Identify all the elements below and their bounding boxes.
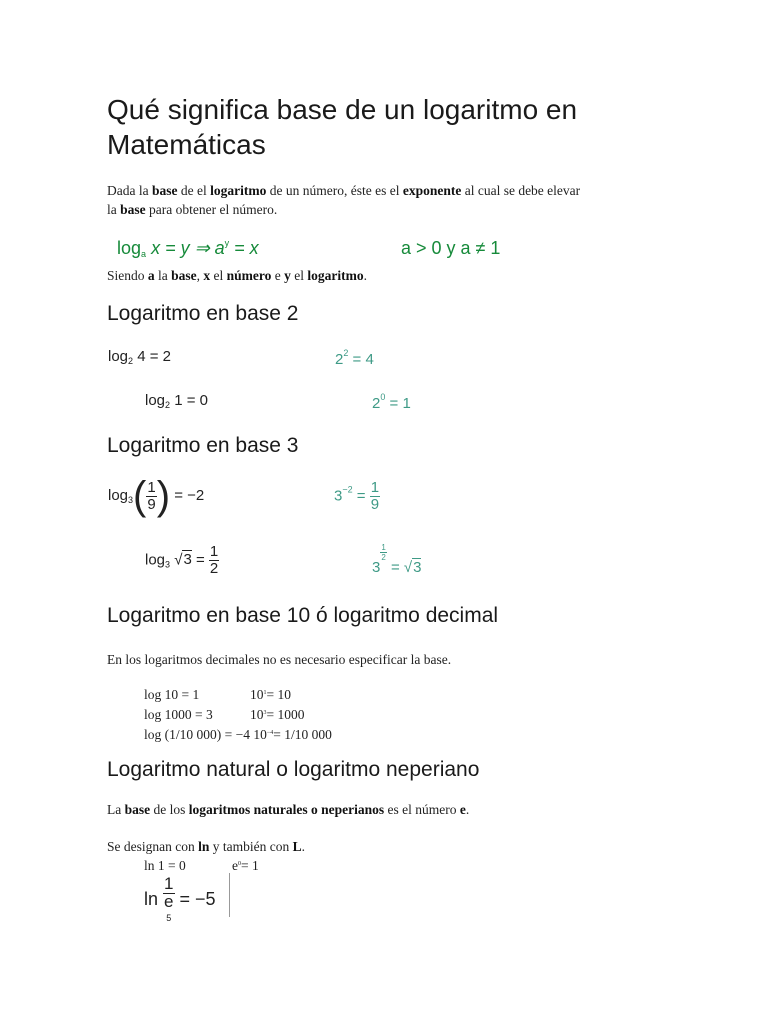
section-heading-base10: Logaritmo en base 10 ó logaritmo decimal — [107, 604, 499, 627]
base3-example-1: $\log_3$( $\frac{1}{9}$ ) = −2 — [108, 474, 205, 518]
cursor-line — [229, 873, 230, 917]
natural-paragraph: La base de los logaritmos naturales o neperianos es el número e. — [107, 802, 470, 817]
intro-paragraph: Dada la base de el logaritmo de un número, éste es el exponente al cual se debe elevar la base para obtener el número. — [107, 183, 581, 217]
natural-example: ln 1 = 0 $e^0= 1$ — [144, 858, 259, 873]
base2-example-2: $\log_2 1 = 0$ — [145, 392, 208, 410]
section-heading-natural: Logaritmo natural o logaritmo neperiano — [107, 758, 480, 781]
page-title: Qué significa base de un logaritmo en Matemáticas — [107, 94, 578, 160]
base3-example-2: $\log_3 √3$ = $\frac{1}{2}$ — [145, 543, 219, 577]
decimal-examples — [144, 684, 332, 744]
definition-condition: a > 0 y a ≠ 1 — [401, 238, 501, 258]
base2-power-1: $2^2 = 4$ — [335, 348, 374, 368]
decimal-paragraph: En los logaritmos decimales no es necesario especificar la base. — [107, 652, 452, 667]
base2-example-1: $\log_2 4 = 2$ — [108, 348, 171, 366]
base2-power-2: $2^0 = 1$ — [372, 392, 411, 412]
base3-power-1: $3^{-2}$ = $\frac{1}{9}$ — [334, 479, 380, 513]
decimal-row: log 1000 = 3 $10^3= 1000$ — [144, 707, 305, 722]
designation-paragraph: Se designan con ln y también con L. — [107, 839, 305, 854]
siendo-paragraph: Siendo a la base, x el número e y el logaritmo. — [107, 268, 368, 283]
section-heading-base2: Logaritmo en base 2 — [107, 302, 299, 325]
base3-power-2: 3 $\frac{1}{2}$ = √3 — [372, 543, 422, 576]
section-heading-base3: Logaritmo en base 3 — [107, 434, 299, 457]
natural-fraction-formula: ln 1 e 5 = −5 — [144, 874, 216, 923]
decimal-row: log (1/10 000) = −4 $10^{-4}= 1/10$ 000 — [144, 727, 332, 742]
definition-formula: $\log_a x = y$ ⇒ $a^y = x$ — [117, 238, 259, 259]
decimal-row: log 10 = 1 $10^1= 10$ — [144, 687, 291, 702]
